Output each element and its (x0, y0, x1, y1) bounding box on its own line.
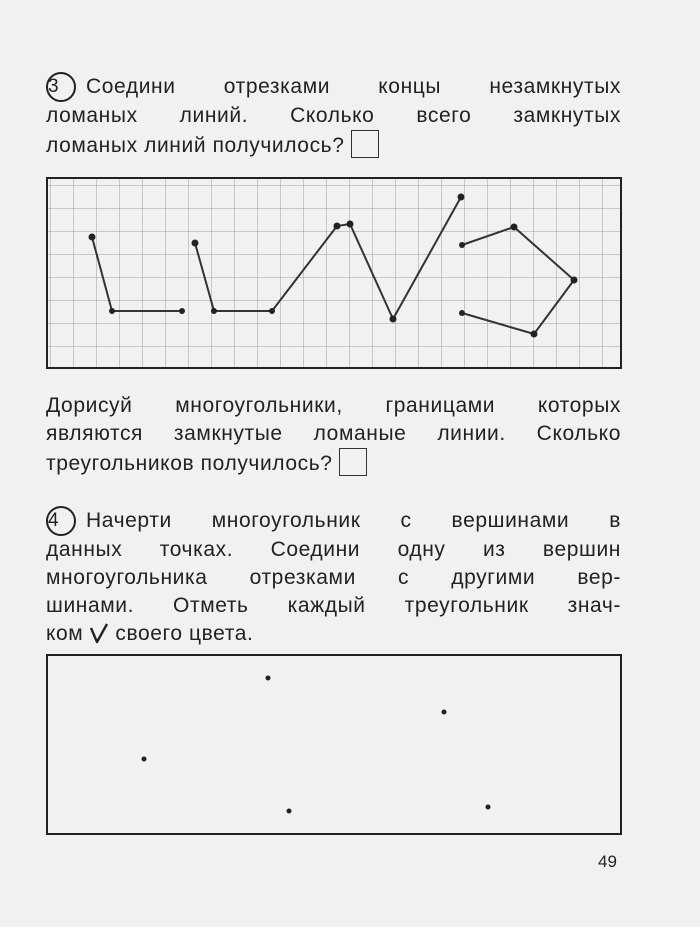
task-4-line-5-start: ком (46, 622, 84, 645)
point (390, 316, 397, 323)
task-3-line-2: ломаных линий. Сколько всего замкнутых (46, 104, 621, 127)
task-3b-line-3: треугольников получилось? (46, 452, 333, 475)
task-4-number: 4 (46, 506, 76, 536)
task-3-number: 3 (46, 72, 76, 102)
check-mark-icon (89, 622, 109, 642)
point (192, 240, 199, 247)
point (571, 277, 578, 284)
vertex-point (486, 805, 491, 810)
point (334, 223, 341, 230)
answer-box-triangles[interactable] (339, 448, 367, 476)
point (109, 308, 115, 314)
point (458, 194, 465, 201)
page-number: 49 (598, 852, 617, 871)
point (269, 308, 275, 314)
task-3-line-1: Соедини отрезками концы незамкнутых (86, 75, 621, 98)
points-drawing-area[interactable] (46, 654, 622, 835)
task-4-text (46, 506, 621, 648)
polylines-drawing (48, 179, 622, 369)
task-3b-line-2: являются замкнутые ломаные линии. Сколько (46, 422, 621, 445)
task-4-line-4: шинами. Отметь каждый треугольник знач- (46, 594, 621, 617)
task-4-line-1: Начерти многоугольник с вершинами в (86, 509, 621, 532)
task-3-text (46, 72, 621, 160)
point (459, 310, 465, 316)
task-3b-line-1: Дорисуй многоугольники, границами которых (46, 394, 621, 417)
point (511, 224, 518, 231)
task-3b-text (46, 392, 621, 478)
grid-drawing-area[interactable] (46, 177, 622, 369)
vertex-point (287, 809, 292, 814)
task-4-line-5-end: своего цвета. (115, 622, 254, 645)
vertex-point (266, 676, 271, 681)
task-4-line-2: данных точках. Соедини одну из вершин (46, 538, 621, 561)
task-4-line-3: многоугольника отрезками с другими вер- (46, 566, 621, 589)
vertex-points (48, 656, 620, 833)
vertex-point (142, 757, 147, 762)
answer-box-closed-lines[interactable] (351, 130, 379, 158)
point (459, 242, 465, 248)
point (89, 234, 96, 241)
vertex-point (442, 710, 447, 715)
point (179, 308, 185, 314)
grid-pattern (48, 179, 622, 369)
point (531, 331, 538, 338)
point (211, 308, 217, 314)
task-3-line-3: ломаных линий получилось? (46, 134, 345, 157)
point (347, 221, 354, 228)
